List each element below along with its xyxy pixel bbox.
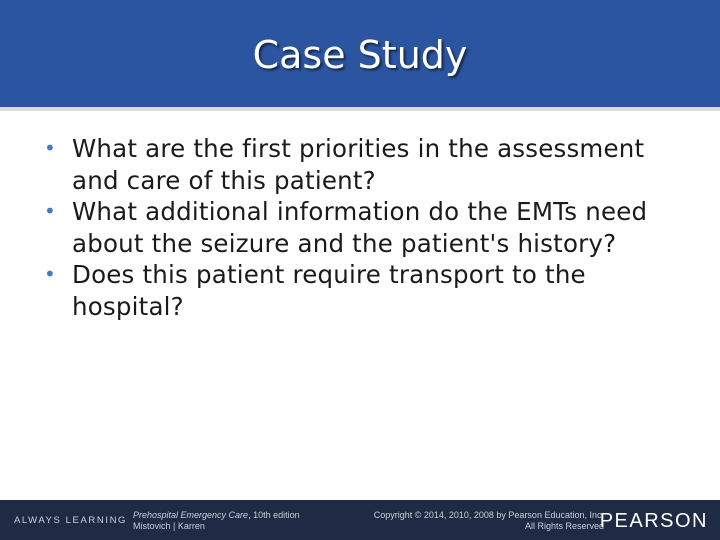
bullet-item bbox=[44, 259, 672, 322]
bullet-text: Does this patient require transport to the hospital? bbox=[72, 260, 586, 321]
book-edition: , 10th edition bbox=[248, 510, 300, 520]
book-citation bbox=[133, 510, 300, 532]
copyright-notice bbox=[374, 510, 604, 532]
copyright-text: Copyright © 2014, 2010, 2008 by Pearson Education, Inc. bbox=[373, 510, 604, 520]
bullet-item bbox=[44, 133, 672, 196]
bullet-dot-icon: • bbox=[44, 262, 56, 286]
book-authors: Mistovich | Karren bbox=[133, 521, 205, 531]
footer-bar bbox=[0, 500, 720, 540]
bullet-list bbox=[44, 133, 672, 322]
bullet-text: What additional information do the EMTs need about the seizure and the patient's history? bbox=[72, 197, 648, 258]
bullet-dot-icon: • bbox=[44, 136, 56, 160]
bullet-text: What are the first priorities in the assessment and care of this patient? bbox=[72, 134, 645, 195]
slide-title: Case Study bbox=[252, 33, 468, 77]
rights-text: All Rights Reserved bbox=[524, 521, 604, 531]
bullet-item bbox=[44, 196, 672, 259]
always-learning-logo: ALWAYS LEARNING bbox=[14, 515, 128, 526]
title-divider bbox=[0, 107, 720, 111]
bullet-dot-icon: • bbox=[44, 199, 56, 223]
pearson-logo: PEARSON bbox=[599, 510, 708, 532]
book-title: Prehospital Emergency Care bbox=[133, 510, 249, 520]
